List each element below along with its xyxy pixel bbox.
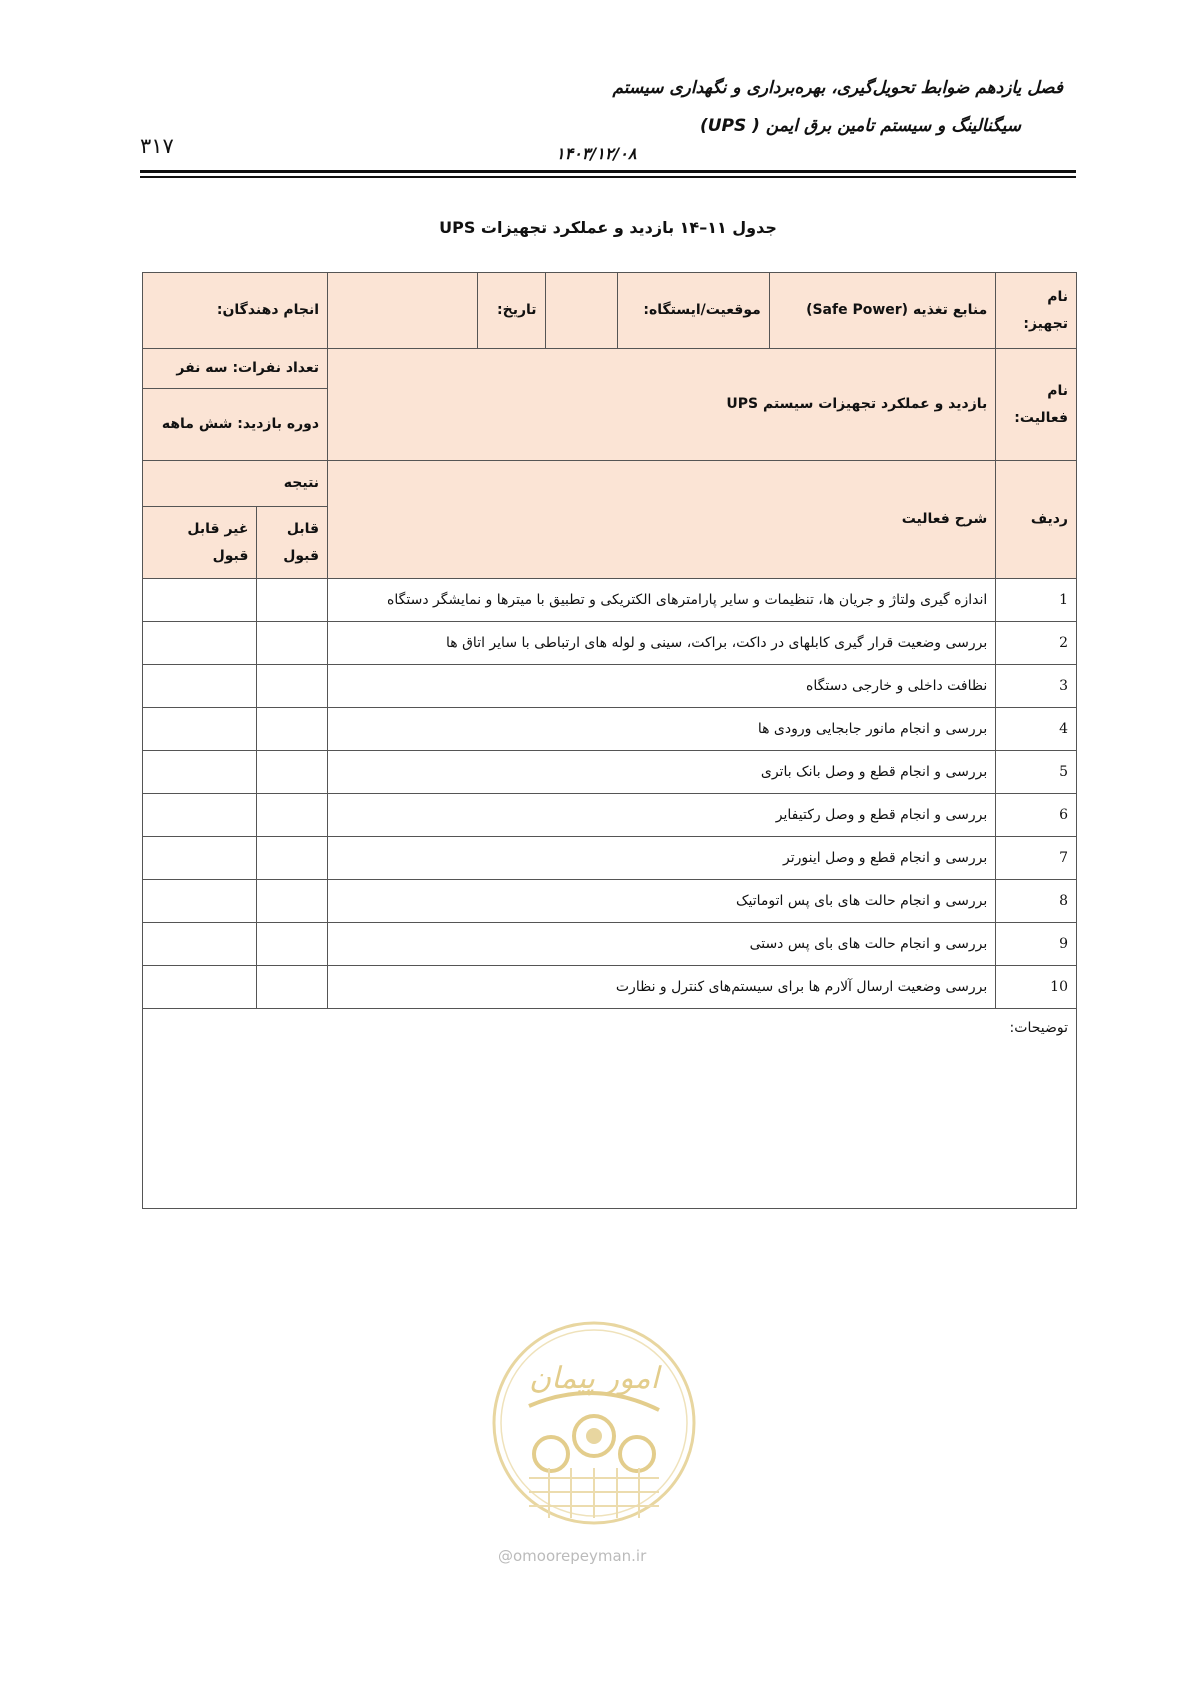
row-description: بررسی وضعیت قرار گیری کابلهای در داکت، براکت، سینی و لوله های ارتباطی با سایر اتاق ها [328,622,996,665]
row-acceptable-cell[interactable] [257,708,328,751]
notes-cell[interactable] [143,1009,1077,1209]
col-result: نتیجه [143,461,328,507]
chapter-header: فصل یازدهم ضوابط تحویل‌گیری، بهره‌برداری و نگهداری سیستم [612,78,1063,98]
equipment-value: منابع تغذیه (Safe Power) [769,273,995,349]
row-number: 1 [996,579,1077,622]
info-row-activity [143,349,1077,389]
row-not-acceptable-cell[interactable] [143,837,257,880]
table-row [143,622,1077,665]
row-number: 8 [996,880,1077,923]
row-number: 3 [996,665,1077,708]
table-row [143,923,1077,966]
row-not-acceptable-cell[interactable] [143,579,257,622]
row-description: اندازه گیری ولتاژ و جریان ها، تنظیمات و سایر پارامترهای الکتریکی و تطبیق با میترها و نمایشگر دستگاه [328,579,996,622]
date-value[interactable] [328,273,478,349]
row-description: نظافت داخلی و خارجی دستگاه [328,665,996,708]
visit-period: دوره بازدید: شش ماهه [143,389,328,461]
row-description: بررسی و انجام قطع و وصل رکتیفایر [328,794,996,837]
row-acceptable-cell[interactable] [257,579,328,622]
activity-label: نام فعالیت: [996,349,1077,461]
row-acceptable-cell[interactable] [257,665,328,708]
row-number: 2 [996,622,1077,665]
row-acceptable-cell[interactable] [257,794,328,837]
col-acceptable: قابل قبول [257,507,328,579]
table-row [143,751,1077,794]
row-not-acceptable-cell[interactable] [143,923,257,966]
inspection-table [142,272,1077,1209]
col-description: شرح فعالیت [328,461,996,579]
staff-count: تعداد نفرات: سه نفر [143,349,328,389]
row-not-acceptable-cell[interactable] [143,622,257,665]
row-acceptable-cell[interactable] [257,622,328,665]
info-row-equipment [143,273,1077,349]
row-description: بررسی و انجام قطع و وصل اینورتر [328,837,996,880]
row-number: 4 [996,708,1077,751]
row-acceptable-cell[interactable] [257,923,328,966]
row-description: بررسی و انجام مانور جابجایی ورودی ها [328,708,996,751]
page-number: ۳۱۷ [140,134,174,158]
row-not-acceptable-cell[interactable] [143,880,257,923]
table-caption: جدول ۱۱–۱۴ بازدید و عملکرد تجهیزات UPS [439,218,777,237]
row-acceptable-cell[interactable] [257,966,328,1009]
header-rule [140,170,1076,173]
row-not-acceptable-cell[interactable] [143,966,257,1009]
equipment-label: نام تجهیز: [996,273,1077,349]
date-label: تاریخ: [478,273,545,349]
table-row [143,966,1077,1009]
table-row [143,579,1077,622]
row-not-acceptable-cell[interactable] [143,665,257,708]
row-not-acceptable-cell[interactable] [143,751,257,794]
watermark-url: @omoorepeyman.ir [498,1547,647,1565]
notes-row [143,1009,1077,1209]
row-description: بررسی وضعیت ارسال آلارم ها برای سیستم‌های کنترل و نظارت [328,966,996,1009]
table-row [143,794,1077,837]
row-number: 5 [996,751,1077,794]
table-row [143,837,1077,880]
row-acceptable-cell[interactable] [257,837,328,880]
column-header-row [143,461,1077,507]
watermark-logo [489,1318,699,1528]
row-acceptable-cell[interactable] [257,880,328,923]
row-not-acceptable-cell[interactable] [143,794,257,837]
header-date: ۱۴۰۳/۱۲/۰۸ [556,144,637,163]
col-row-number: ردیف [996,461,1077,579]
row-number: 9 [996,923,1077,966]
table-row [143,880,1077,923]
row-acceptable-cell[interactable] [257,751,328,794]
table-row [143,665,1077,708]
row-number: 7 [996,837,1077,880]
col-not-acceptable: غیر قابل قبول [143,507,257,579]
header-rule-secondary [140,176,1076,178]
activity-value: بازدید و عملکرد تجهیزات سیستم UPS [328,349,996,461]
row-number: 6 [996,794,1077,837]
row-description: بررسی و انجام حالت های بای پس اتوماتیک [328,880,996,923]
performers-label: انجام دهندگان: [143,273,328,349]
watermark-logo-text: امور پیمان [529,1361,659,1396]
row-not-acceptable-cell[interactable] [143,708,257,751]
location-value[interactable] [545,273,618,349]
system-header: سیگنالینگ و سیستم تامین برق ایمن ( UPS) [699,116,1021,136]
row-number: 10 [996,966,1077,1009]
row-description: بررسی و انجام قطع و وصل بانک باتری [328,751,996,794]
location-label: موقعیت/ایستگاه: [618,273,769,349]
notes-label: توضیحات: [1009,1020,1068,1036]
table-row [143,708,1077,751]
row-description: بررسی و انجام حالت های بای پس دستی [328,923,996,966]
